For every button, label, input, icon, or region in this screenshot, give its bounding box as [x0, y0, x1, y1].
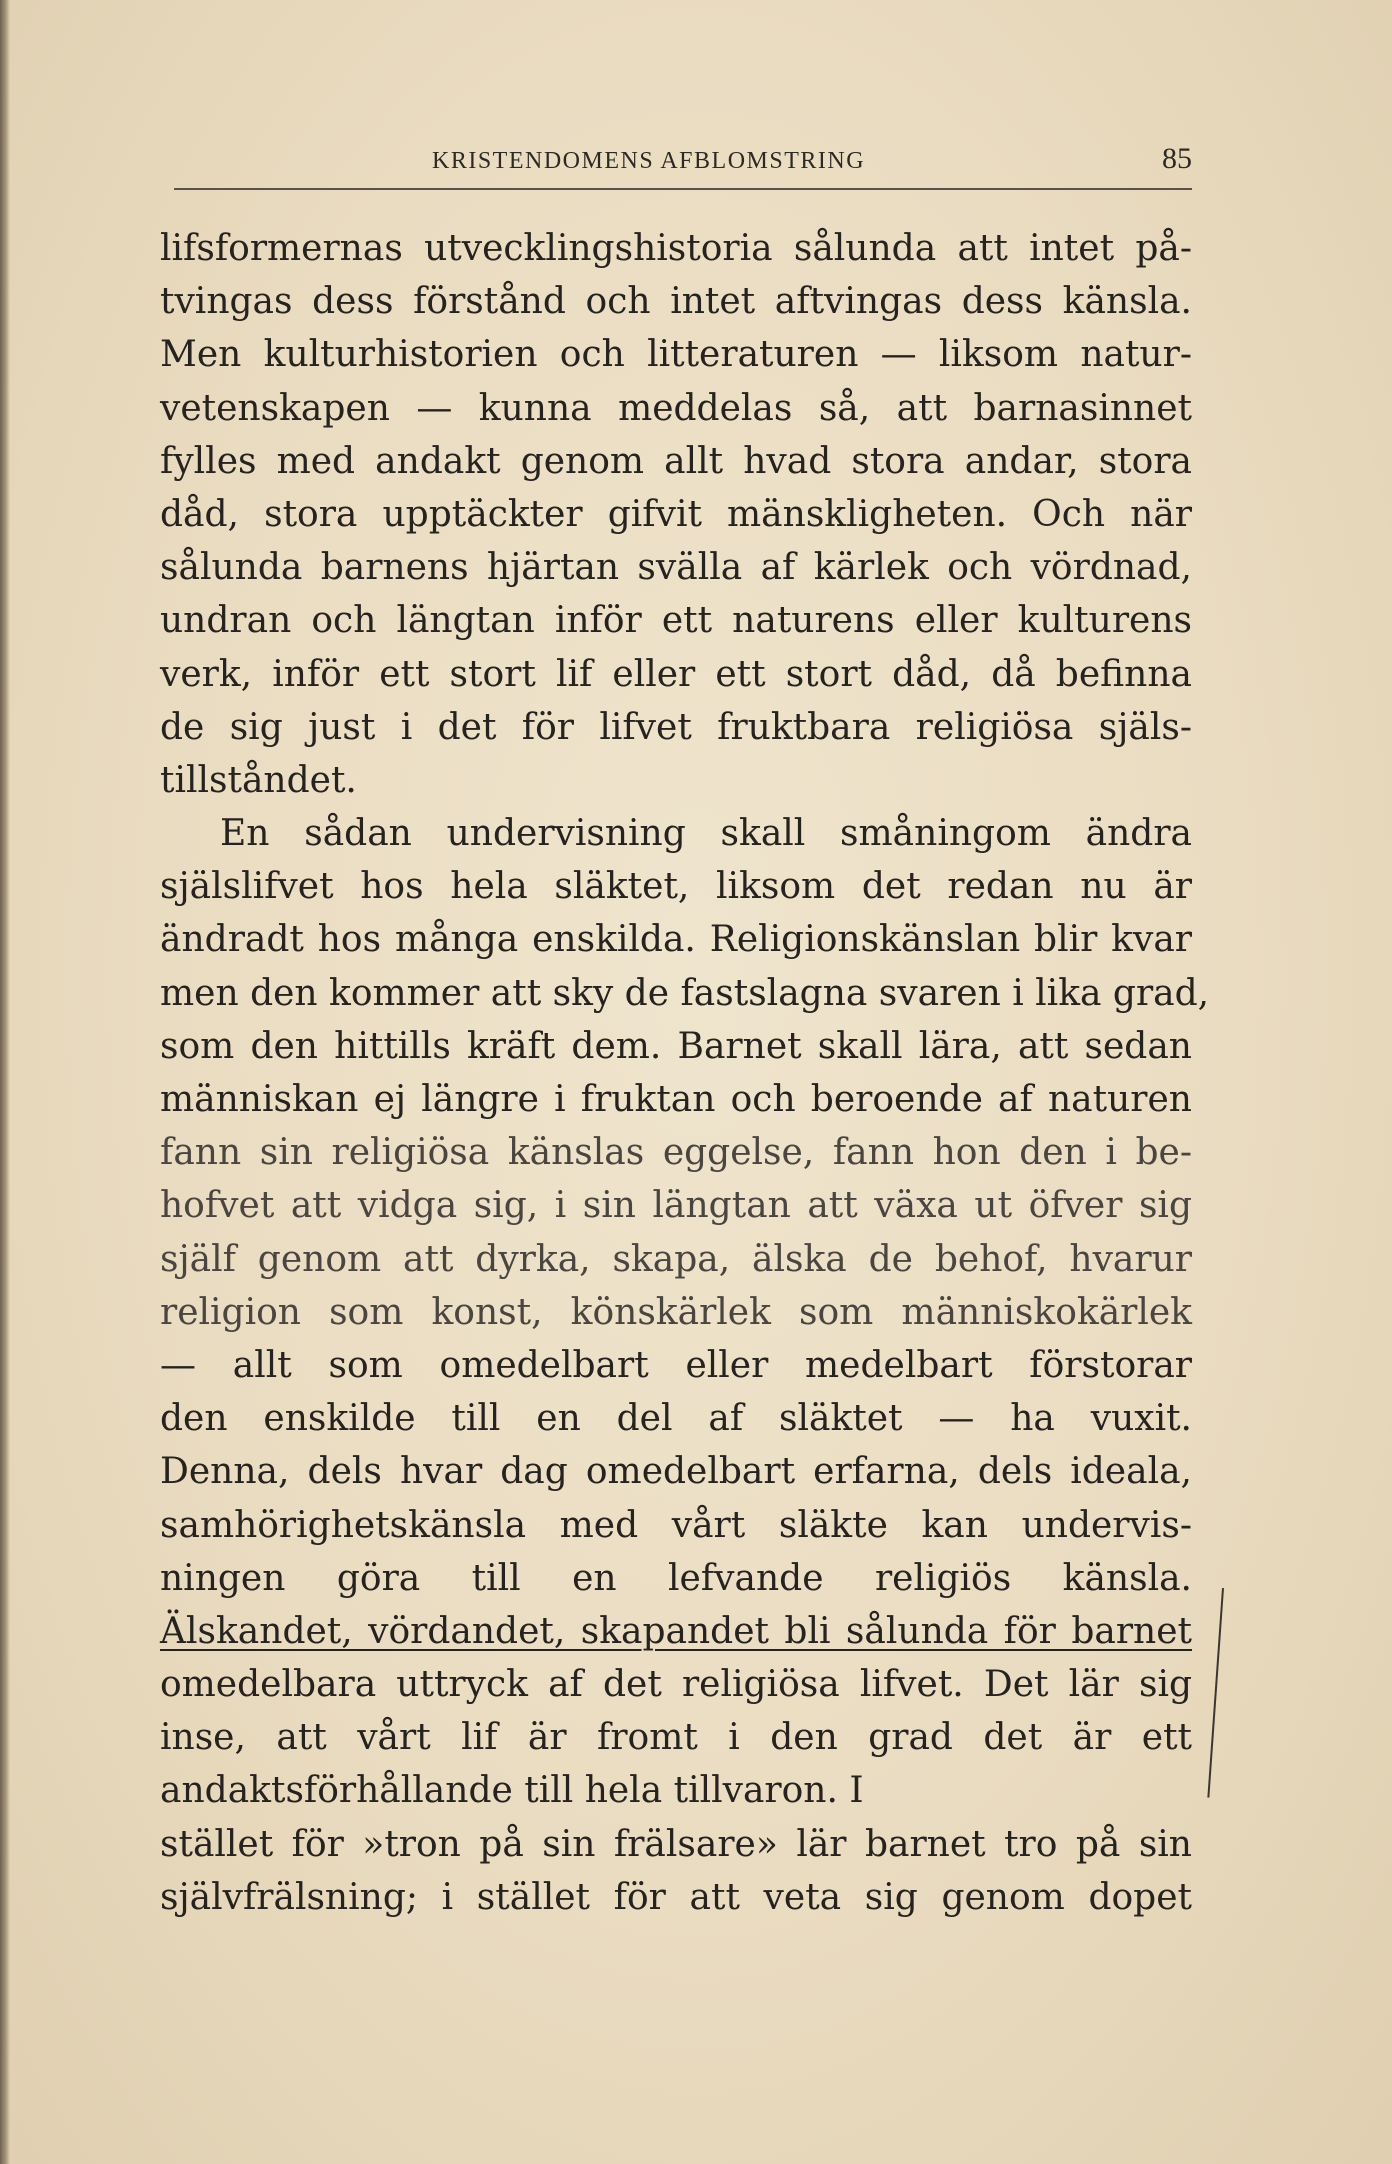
text-line: Denna, dels hvar dag omedelbart erfarna, dels ideala,: [160, 1451, 1192, 1493]
text-line: Men kulturhistorien och litteraturen — liksom natur-: [160, 334, 1192, 376]
handwritten-margin-line: [1207, 1588, 1224, 1798]
header-rule: [174, 188, 1192, 190]
running-head: [160, 140, 1192, 180]
text-line: ningen göra till en lefvande religiös känsla.: [160, 1557, 1192, 1599]
text-line: — allt som omedelbart eller medelbart förstorar: [160, 1344, 1192, 1386]
text-line: andaktsförhållande till hela tillvaron. I: [160, 1770, 864, 1812]
text-line: stället för »tron på sin frälsare» lär barnet tro på sin: [160, 1823, 1192, 1865]
text-line: fann sin religiösa känslas eggelse, fann hon den i be-: [160, 1132, 1192, 1174]
text-line: tillståndet.: [160, 759, 357, 801]
text-line: människan ej längre i fruktan och beroende af naturen: [160, 1079, 1192, 1120]
text-line: verk, inför ett stort lif eller ett stort dåd, då befinna: [160, 653, 1192, 695]
paragraph-start-line: En sådan undervisning skall småningom ändra: [220, 813, 1192, 855]
page-number: 85: [1162, 142, 1192, 175]
text-line: samhörighetskänsla med vårt släkte kan undervis-: [160, 1504, 1192, 1546]
text-line: omedelbara uttryck af det religiösa lifvet. Det lär sig: [160, 1664, 1192, 1706]
text-line: tvingas dess förstånd och intet aftvingas dess känsla.: [160, 281, 1192, 323]
text-line: själslifvet hos hela släktet, liksom det redan nu är: [160, 866, 1192, 908]
text-line: de sig just i det för lifvet fruktbara religiösa själs-: [160, 706, 1192, 748]
text-line: ändradt hos många enskilda. Religionskänslan blir kvar: [160, 919, 1192, 961]
text-line: hofvet att vidga sig, i sin längtan att växa ut öfver sig: [160, 1185, 1192, 1227]
body-text: [160, 222, 1210, 1924]
running-head-title: KRISTENDOMENS AFBLOMSTRING: [432, 148, 866, 174]
text-line: fylles med andakt genom allt hvad stora andar, stora: [160, 440, 1192, 482]
text-line: undran och längtan inför ett naturens eller kulturens: [160, 600, 1192, 642]
text-line: sålunda barnens hjärtan svälla af kärlek och vördnad,: [160, 547, 1192, 589]
text-line: vetenskapen — kunna meddelas så, att barnasinnet: [160, 387, 1192, 429]
page-spine-edge: [0, 0, 10, 2164]
text-line: som den hittills kräft dem. Barnet skall lära, att sedan: [160, 1025, 1192, 1067]
underlined-text-line: Älskandet, vördandet, skapandet bli sålunda för barnet: [160, 1610, 1192, 1652]
text-line: själf genom att dyrka, skapa, älska de behof, hvarur: [160, 1238, 1192, 1280]
text-line: självfrälsning; i stället för att veta sig genom dopet: [160, 1876, 1192, 1918]
text-line: religion som konst, könskärlek som människokärlek: [160, 1291, 1192, 1333]
text-line: inse, att vårt lif är fromt i den grad det är ett: [160, 1717, 1192, 1759]
text-line: dåd, stora upptäckter gifvit mänskligheten. Och när: [160, 493, 1192, 535]
text-line: den enskilde till en del af släktet — ha vuxit.: [160, 1398, 1192, 1440]
text-line: lifsformernas utvecklingshistoria sålunda att intet på-: [160, 228, 1192, 269]
text-line: men den kommer att sky de fastslagna svaren i lika grad,: [160, 972, 1210, 1014]
